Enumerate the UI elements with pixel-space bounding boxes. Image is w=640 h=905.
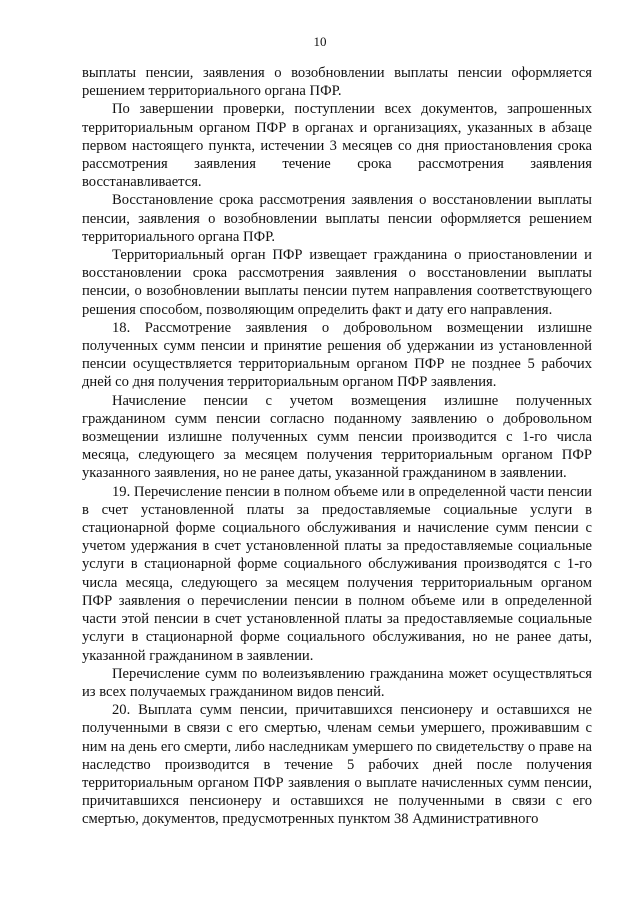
paragraph-item-18: 18. Рассмотрение заявления о добровольном возмещении излишне полученных сумм пенсии и принятие решения об удержании из установленной пенсии осуществляется территориальным органом ПФР не позднее 5 рабочих дней со дня получения территориальным органом ПФР заявления. <box>82 319 592 391</box>
paragraph-item-19: 19. Перечисление пенсии в полном объеме или в определенной части пенсии в счет установленной платы за предоставляемые социальные услуги в стационарной форме социального обслуживания и начисление сумм пенсии с учетом удержания в счет установленной платы за предоставляемые социальные услуги в стационарной форме социального обслуживания производятся с 1-го числа месяца, следующего за месяцем получения территориальным органом ПФР заявления о перечислении пенсии в полном объеме или в определенной части этой пенсии в счет установленной платы за предоставляемые социальные услуги в стационарной форме социального обслуживания, но не ранее даты, указанной гражданином в заявлении. <box>82 483 592 664</box>
paragraph-continuation: выплаты пенсии, заявления о возобновлении выплаты пенсии оформляется решением территориального органа ПФР. <box>82 65 592 100</box>
paragraph-term-restoration: Восстановление срока рассмотрения заявления о восстановлении выплаты пенсии, заявления о возобновлении выплаты пенсии оформляется решением территориального органа ПФР. <box>82 192 592 245</box>
paragraph-pension-accrual: Начисление пенсии с учетом возмещения излишне полученных гражданином сумм пенсии согласно поданному заявлению о добровольном возмещении излишне полученных сумм пенсии производится с 1-го числа месяца, следующего за месяцем получения территориальным органом ПФР указанного заявления, но не ранее даты, указанной гражданином в заявлении. <box>82 392 592 482</box>
paragraph-transfer-of-sums: Перечисление сумм по волеизъявлению гражданина может осуществляться из всех получаемых гражданином видов пенсий. <box>82 665 592 700</box>
page-number: 10 <box>313 34 327 49</box>
document-body <box>82 64 592 829</box>
paragraph-citizen-notification: Территориальный орган ПФР извещает гражданина о приостановлении и восстановлении срока рассмотрения заявления о восстановлении выплаты пенсии, о возобновлении выплаты пенсии путем направления соответствующего решения способом, позволяющим определить факт и дату его направления. <box>82 247 592 318</box>
paragraph-review-completion: По завершении проверки, поступлении всех документов, запрошенных территориальным органом ПФР в органах и организациях, указанных в абзаце первом настоящего пункта, истечении 3 месяцев со дня приостановления срока рассмотрения заявления течение срока рассмотрения заявления восстанавливается. <box>82 101 592 191</box>
paragraph-item-20: 20. Выплата сумм пенсии, причитавшихся пенсионеру и оставшихся не полученными в связи с его смертью, членам семьи умершего, проживавшим с ним на день его смерти, либо наследникам умершего по свидетельству о праве на наследство производится в течение 5 рабочих дней после получения территориальным органом ПФР заявления о выплате начисленных сумм пенсии, причитавшихся пенсионеру и оставшихся не полученными в связи с его смертью, документов, предусмотренных пунктом 38 Административного <box>82 702 592 828</box>
